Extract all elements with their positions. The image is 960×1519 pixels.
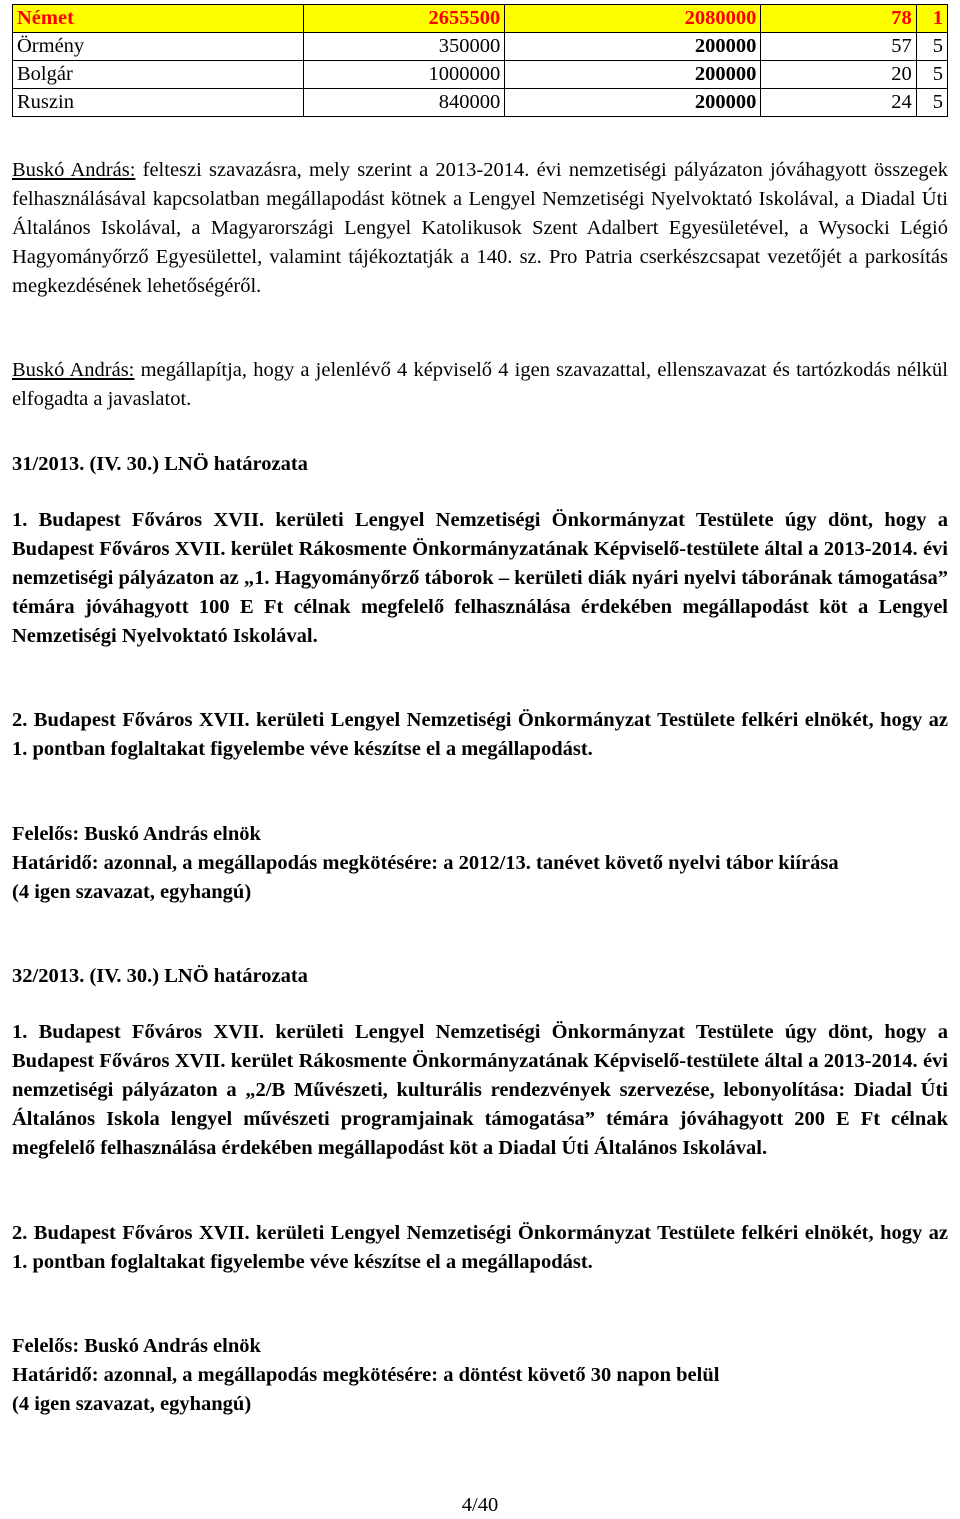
table-cell: 200000 bbox=[505, 33, 761, 61]
document-page bbox=[12, 4, 948, 117]
table-cell: Bolgár bbox=[13, 61, 304, 89]
responsible: Felelős: Buskó András elnök bbox=[12, 1335, 261, 1357]
speaker-name: Buskó András: bbox=[12, 159, 136, 181]
vote-count: (4 igen szavazat, egyhangú) bbox=[12, 1393, 252, 1415]
table-cell: 1 bbox=[916, 5, 947, 33]
table-row bbox=[13, 89, 948, 117]
resolution-31-item-1: 1. Budapest Főváros XVII. kerületi Lengyel Nemzetiségi Önkormányzat Testülete úgy dönt, hogy a Budapest Főváros XVII. kerület Rákosmente Önkormányzatának Képviselő-testülete által a 2013-2014. évi nemzetiségi pályázaton az „1. Hagyományőrző táborok – kerületi diák nyári nyelvi táborának támogatása” témára jóváhagyott 100 E Ft célnak megfelelő felhasználása érdekében megállapodást köt a Lengyel Nemzetiségi Nyelvoktató Iskolával. bbox=[12, 509, 948, 647]
nationality-table bbox=[12, 4, 948, 117]
resolution-32-meta bbox=[12, 1332, 948, 1419]
table-row bbox=[13, 33, 948, 61]
resolution-32-title: 32/2013. (IV. 30.) LNÖ határozata bbox=[12, 965, 308, 987]
table-cell: Német bbox=[13, 5, 304, 33]
table-cell: 2080000 bbox=[505, 5, 761, 33]
table-cell: 20 bbox=[761, 61, 916, 89]
paragraph-vote-result bbox=[12, 356, 948, 414]
resolution-31-title: 31/2013. (IV. 30.) LNÖ határozata bbox=[12, 453, 308, 475]
table-row bbox=[13, 61, 948, 89]
resolution-31-item-2: 2. Budapest Főváros XVII. kerületi Lengyel Nemzetiségi Önkormányzat Testülete felkéri elnökét, hogy az 1. pontban foglaltakat figyelembe véve készítse el a megállapodást. bbox=[12, 709, 948, 760]
table-row bbox=[13, 5, 948, 33]
paragraph-vote-proposal bbox=[12, 156, 948, 301]
table-cell: 200000 bbox=[505, 61, 761, 89]
deadline: Határidő: azonnal, a megállapodás megkötésére: a 2012/13. tanévet követő nyelvi tábor kiírása bbox=[12, 852, 839, 874]
resolution-32-item-2: 2. Budapest Főváros XVII. kerületi Lengyel Nemzetiségi Önkormányzat Testülete felkéri elnökét, hogy az 1. pontban foglaltakat figyelembe véve készítse el a megállapodást. bbox=[12, 1222, 948, 1273]
table-cell: 5 bbox=[916, 33, 947, 61]
table-cell: 350000 bbox=[304, 33, 505, 61]
table-cell: 5 bbox=[916, 61, 947, 89]
table-cell: Ruszin bbox=[13, 89, 304, 117]
resolution-32-item-1: 1. Budapest Főváros XVII. kerületi Lengyel Nemzetiségi Önkormányzat Testülete úgy dönt, hogy a Budapest Főváros XVII. kerület Rákosmente Önkormányzatának Képviselő-testülete által a 2013-2014. évi nemzetiségi pályázaton a „2/B Művészeti, kulturális rendezvények szervezése, lebonyolítása: Diadal Úti Általános Iskola lengyel művészeti programjainak támogatása” témára jóváhagyott 200 E Ft célnak megfelelő felhasználása érdekében megállapodást köt a Diadal Úti Általános Iskolával. bbox=[12, 1021, 948, 1159]
table-cell: 57 bbox=[761, 33, 916, 61]
table-cell: 2655500 bbox=[304, 5, 505, 33]
deadline: Határidő: azonnal, a megállapodás megkötésére: a döntést követő 30 napon belül bbox=[12, 1364, 720, 1386]
resolution-31-meta bbox=[12, 820, 948, 907]
table-cell: 1000000 bbox=[304, 61, 505, 89]
table-cell: 78 bbox=[761, 5, 916, 33]
speaker-name: Buskó András: bbox=[12, 359, 135, 381]
table-cell: 200000 bbox=[505, 89, 761, 117]
paragraph-text: megállapítja, hogy a jelenlévő 4 képviselő 4 igen szavazattal, ellenszavazat és tartózkodás nélkül elfogadta a javaslatot. bbox=[12, 359, 948, 410]
table-cell: 5 bbox=[916, 89, 947, 117]
table-cell: 24 bbox=[761, 89, 916, 117]
table-cell: 840000 bbox=[304, 89, 505, 117]
vote-count: (4 igen szavazat, egyhangú) bbox=[12, 881, 252, 903]
table-cell: Örmény bbox=[13, 33, 304, 61]
page-number: 4/40 bbox=[461, 1494, 499, 1516]
paragraph-text: felteszi szavazásra, mely szerint a 2013-2014. évi nemzetiségi pályázaton jóváhagyott összegek felhasználásával kapcsolatban megállapodást kötnek a Lengyel Nemzetiségi Nyelvoktató Iskolával, a Diadal Úti Általános Iskolával, a Magyarországi Lengyel Katolikusok Szent Adalbert Egyesületével, a Wysocki Légió Hagyományőrző Egyesülettel, valamint tájékoztatják a 140. sz. Pro Patria cserkészcsapat vezetőjét a parkosítás megkezdésének lehetőségéről. bbox=[12, 159, 948, 297]
responsible: Felelős: Buskó András elnök bbox=[12, 823, 261, 845]
